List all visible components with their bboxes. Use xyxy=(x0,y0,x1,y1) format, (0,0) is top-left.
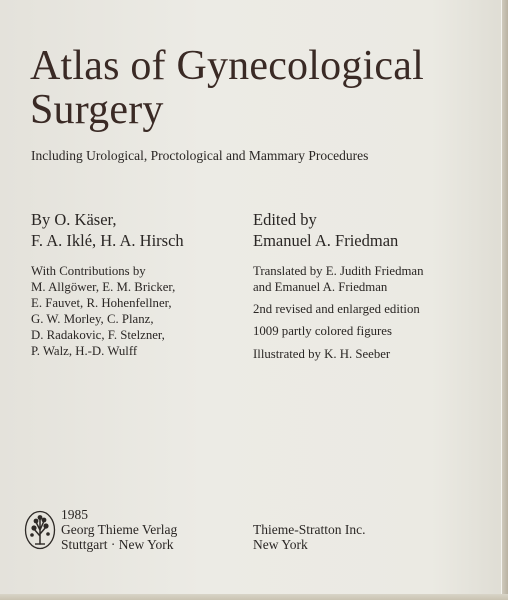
contributions-line-1: With Contributions by xyxy=(31,264,146,278)
editor-line-2: Emanuel A. Friedman xyxy=(253,231,399,250)
page-bottom-edge xyxy=(0,594,508,600)
translation-line-2: and Emanuel A. Friedman xyxy=(253,280,388,294)
publisher-city: Stuttgart · New York xyxy=(61,537,174,552)
figures-note: 1009 partly colored figures xyxy=(253,324,392,338)
book-title-line-2: Surgery xyxy=(30,87,164,133)
authors-line-2: F. A. Iklé, H. A. Hirsch xyxy=(31,231,184,250)
contributions-line-5: D. Radakovic, F. Stelzner, xyxy=(31,328,165,342)
illustrator-note: Illustrated by K. H. Seeber xyxy=(253,347,391,361)
contributions-line-3: E. Fauvet, R. Hohenfellner, xyxy=(31,296,172,310)
page-edge xyxy=(502,0,508,600)
authors-line-1: By O. Käser, xyxy=(31,210,117,229)
copublisher-name: Thieme-Stratton Inc. xyxy=(253,522,366,537)
translation-line-1: Translated by E. Judith Friedman xyxy=(253,264,424,278)
book-title-line-1: Atlas of Gynecological xyxy=(30,43,424,89)
publisher-name: Georg Thieme Verlag xyxy=(61,522,178,537)
contributions-line-6: P. Walz, H.-D. Wulff xyxy=(31,344,138,358)
publisher-year: 1985 xyxy=(61,507,88,522)
copublisher-city: New York xyxy=(253,537,308,552)
contributions-line-2: M. Allgöwer, E. M. Bricker, xyxy=(31,280,176,294)
contributions-line-4: G. W. Morley, C. Planz, xyxy=(31,312,154,326)
editor-line-1: Edited by xyxy=(253,210,317,229)
book-subtitle: Including Urological, Proctological and Mammary Procedures xyxy=(31,148,369,163)
edition-note: 2nd revised and enlarged edition xyxy=(253,302,420,316)
tree-icon xyxy=(24,510,56,550)
